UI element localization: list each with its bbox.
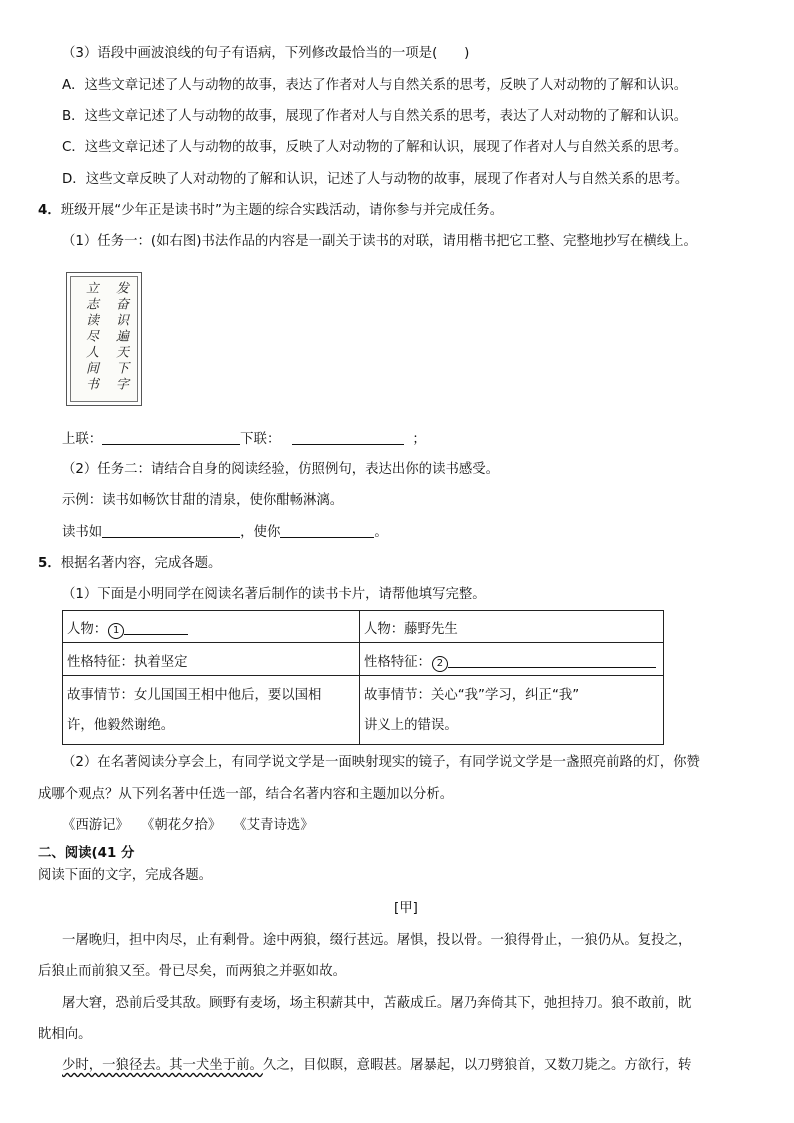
- q3-option-d: D．这些文章反映了人对动物的了解和认识，记述了人与动物的故事，展现了作者对人与自然关系的思考。: [62, 172, 689, 187]
- couplet-semicolon: ；: [412, 432, 426, 447]
- q4-example: 示例：读书如畅饮甘甜的清泉，使你酣畅淋漓。: [62, 493, 344, 508]
- wavy-underlined-sentence: 少时，一狼径去。其一犬坐于前。: [62, 1058, 263, 1073]
- imitation-prefix: 读书如: [62, 525, 103, 540]
- circled-number-2: 2: [432, 656, 448, 672]
- card-character-1: 人物： 1: [63, 611, 360, 643]
- book-list: [62, 817, 314, 835]
- card-trait-1: 性格特征：执着坚定: [63, 643, 360, 676]
- passage-line-5-rest: 久之，目似瞑，意暇甚。屠暴起，以刀劈狼首，又数刀毙之。方欲行，转: [262, 1058, 692, 1073]
- section-intro: 阅读下面的文字，完成各题。: [38, 868, 213, 883]
- passage-line-1: 一屠晚归，担中肉尽，止有剩骨。途中两狼，缀行甚远。屠惧，投以骨。一狼得骨止，一狼仍从。复投之，: [62, 933, 692, 948]
- section-heading: 二、阅读(41 分: [38, 846, 135, 861]
- q3-option-b: B．这些文章记述了人与动物的故事，展现了作者对人与自然关系的思考，表达了人对动物的了解和认识。: [62, 109, 688, 124]
- q3-option-c: C．这些文章记述了人与动物的故事，反映了人对动物的了解和认识，展现了作者对人与自然关系的思考。: [62, 140, 688, 155]
- card-plot-2: 故事情节：关心“我”学习，纠正“我” 讲义上的错误。: [360, 676, 664, 745]
- card-plot-1: 故事情节：女儿国国王相中他后，要以国相 许，他毅然谢绝。: [63, 676, 360, 745]
- passage-line-5: [62, 1057, 691, 1075]
- upper-couplet-blank[interactable]: [102, 430, 240, 445]
- book-zhaohuaxishi: 《朝花夕拾》: [140, 818, 222, 833]
- card-blank-1[interactable]: [124, 620, 188, 635]
- q5-sub1: （1）下面是小明同学在阅读名著后制作的读书卡片，请帮他填写完整。: [62, 587, 486, 602]
- q4-number: 4．: [38, 203, 61, 218]
- imitation-answer-line: [62, 523, 388, 542]
- q5-stem: 根据名著内容，完成各题。: [60, 556, 222, 571]
- book-aiqing-poems: 《艾青诗选》: [233, 818, 314, 833]
- reading-card-table: [62, 610, 664, 745]
- calligraphy-image: [66, 272, 142, 406]
- q4-task1: （1）任务一：(如右图)书法作品的内容是一副关于读书的对联，请用楷书把它工整、完整地抄写在横线上。: [62, 234, 697, 249]
- q5-number: 5．: [38, 556, 61, 571]
- lower-couplet-label: 下联：: [240, 432, 281, 447]
- imitation-end: 。: [374, 525, 388, 540]
- imitation-middle: ，使你: [240, 525, 281, 540]
- q3-stem: （3）语段中画波浪线的句子有语病，下列修改最恰当的一项是( ): [62, 46, 470, 61]
- passage-line-2: 后狼止而前狼又至。骨已尽矣，而两狼之并驱如故。: [38, 964, 346, 979]
- lower-couplet-blank[interactable]: [292, 430, 404, 445]
- q5-sub2-line1: （2）在名著阅读分享会上，有同学说文学是一面映射现实的镜子，有同学说文学是一盏照亮前路的灯，你赞: [62, 755, 700, 770]
- q3-option-a: A．这些文章记述了人与动物的故事，表达了作者对人与自然关系的思考，反映了人对动物的了解和认识。: [62, 78, 688, 93]
- q5-stem-line: [38, 555, 221, 573]
- passage-line-3: 屠大窘，恐前后受其敌。顾野有麦场，场主积薪其中，苫蔽成丘。屠乃奔倚其下，弛担持刀。狼不敢前，眈: [62, 996, 692, 1011]
- q4-stem-line: [38, 202, 503, 220]
- card-trait-2: 性格特征： 2: [360, 643, 664, 676]
- passage-line-4: 眈相向。: [38, 1027, 92, 1042]
- card-blank-2[interactable]: [448, 653, 656, 668]
- q4-stem: 班级开展“少年正是读书时”为主题的综合实践活动，请你参与并完成任务。: [60, 203, 504, 218]
- calligraphy-left-column: 立志读尽人间书: [83, 281, 98, 393]
- card-character-2: 人物：藤野先生: [360, 611, 664, 643]
- couplet-answer-line: [62, 430, 426, 449]
- q4-task2: （2）任务二：请结合自身的阅读经验，仿照例句，表达出你的读书感受。: [62, 462, 500, 477]
- imitation-blank-2[interactable]: [280, 523, 374, 538]
- calligraphy-right-column: 发奋识遍天下字: [113, 281, 128, 393]
- circled-number-1: 1: [108, 623, 124, 639]
- passage-title: [甲]: [394, 901, 418, 916]
- upper-couplet-label: 上联：: [62, 432, 103, 447]
- q5-sub2-line2: 成哪个观点？从下列名著中任选一部，结合名著内容和主题加以分析。: [38, 787, 454, 802]
- book-xiyouji: 《西游记》: [62, 818, 129, 833]
- imitation-blank-1[interactable]: [102, 523, 240, 538]
